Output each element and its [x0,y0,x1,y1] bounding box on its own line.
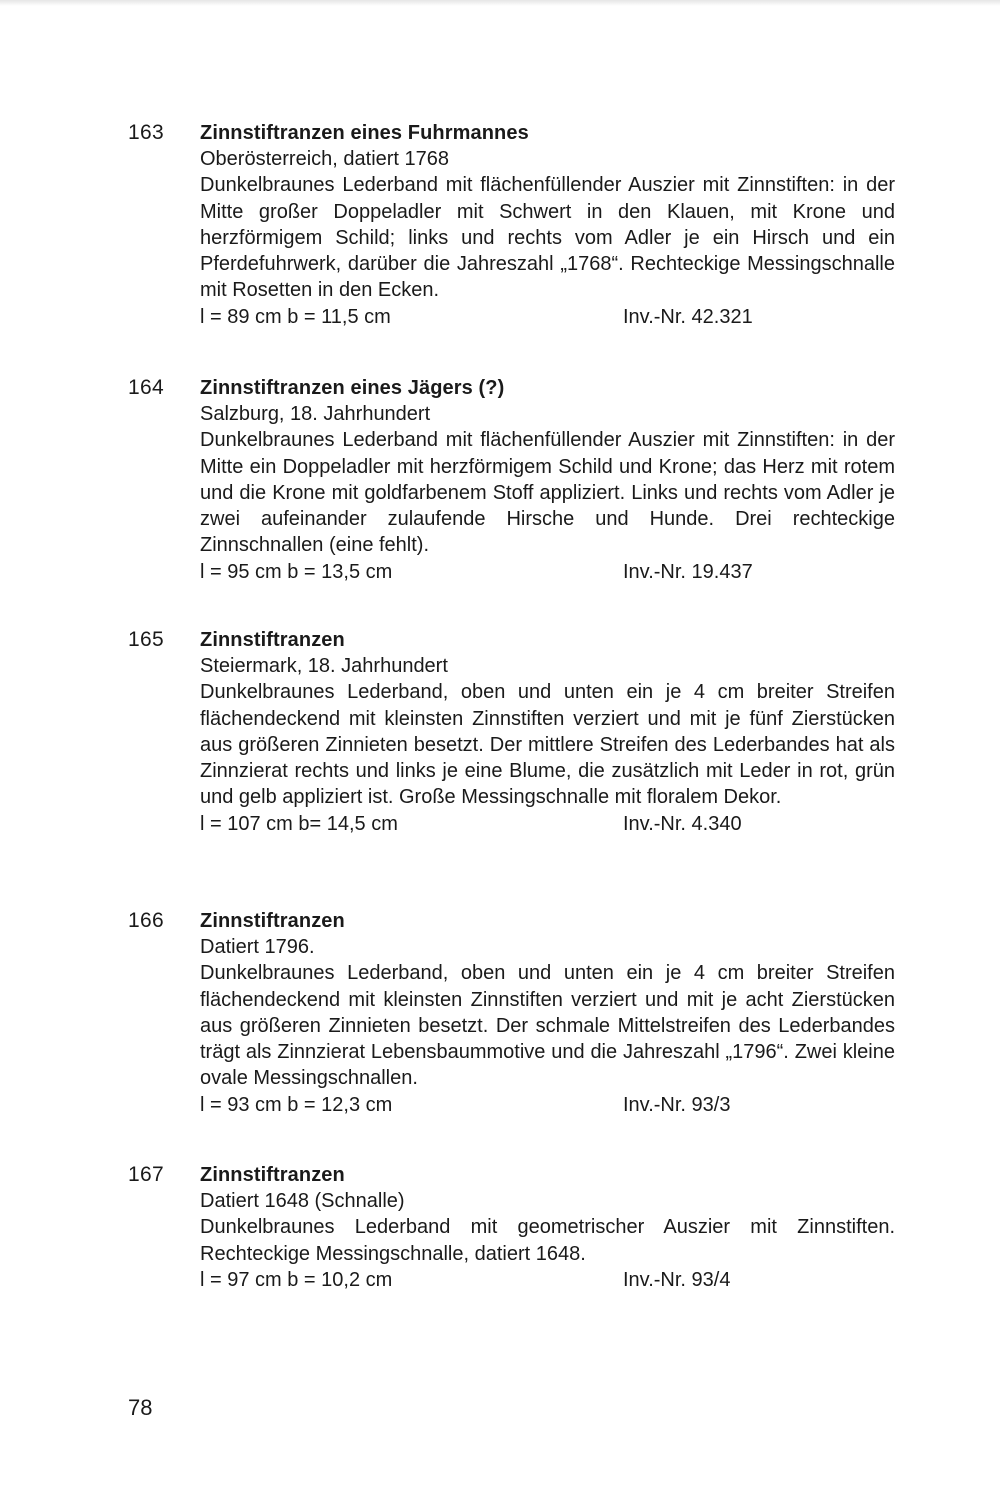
entry-body [200,1162,895,1293]
entry-number: 163 [128,121,164,144]
page-number: 78 [128,1395,153,1420]
entry-inventory-number: Inv.-Nr. 93/3 [623,1093,731,1116]
entry-dimensions: l = 93 cm b = 12,3 cm [200,1093,393,1116]
entry-measurements [200,1267,895,1293]
entry-description: Dunkelbraunes Lederband mit flächenfüllender Auszier mit Zinnstiften: in der Mitte ein Doppeladler mit herzförmigem Schild und Krone; das Herz mit rotem und die Krone mit goldfarbenem Stoff appliziert. Links und rechts vom Adler je zwei aufeinander zulaufende Hirsche und Hunde. Drei rechteckige Zinnschnallen (eine fehlt). [200,429,895,557]
entry-description: Dunkelbraunes Lederband mit flächenfüllender Auszier mit Zinnstiften: in der Mitte großer Doppeladler mit Schwert in den Klauen, mit Krone und herzförmigem Schild; links und rechts vom Adler je ein Hirsch und ein Pferdefuhrwerk, darüber die Jahreszahl „1768“. Rechteckige Messingschnalle mit Rosetten in den Ecken. [200,174,895,302]
entry-origin: Steiermark, 18. Jahrhundert [200,655,448,677]
entry-dimensions: l = 89 cm b = 11,5 cm [200,305,391,328]
entry-origin: Datiert 1648 (Schnalle) [200,1190,405,1212]
entry-number: 165 [128,628,164,651]
entry-body [200,375,895,585]
entry-dimensions: l = 107 cm b= 14,5 cm [200,812,398,835]
page-top-edge [0,0,1000,6]
entry-measurements [200,559,895,585]
entry-title: Zinnstiftranzen [200,910,345,932]
entry-origin: Oberösterreich, datiert 1768 [200,148,450,170]
entry-inventory-number: Inv.-Nr. 4.340 [623,812,742,835]
entry-dimensions: l = 95 cm b = 13,5 cm [200,560,393,583]
entry-inventory-number: Inv.-Nr. 93/4 [623,1268,731,1291]
entry-title: Zinnstiftranzen [200,629,345,651]
entry-body [200,627,895,837]
entry-measurements [200,811,895,837]
entry-number: 166 [128,909,164,932]
entry-title: Zinnstiftranzen eines Fuhrmannes [200,122,529,144]
entry-body [200,908,895,1118]
entry-description: Dunkelbraunes Lederband, oben und unten ein je 4 cm breiter Streifen flächendeckend mit kleinsten Zinnstiften verziert und mit je acht Zierstücken aus größeren Zinnieten besetzt. Der schmale Mittelstreifen des Lederbandes trägt als Zinnzierat Lebensbaummotive und die Jahreszahl „1796“. Zwei kleine ovale Messingschnallen. [200,962,895,1090]
entry-origin: Salzburg, 18. Jahrhundert [200,403,431,425]
entry-dimensions: l = 97 cm b = 10,2 cm [200,1268,393,1291]
entry-number: 167 [128,1163,164,1186]
entry-inventory-number: Inv.-Nr. 19.437 [623,560,753,583]
entry-title: Zinnstiftranzen eines Jägers (?) [200,377,505,399]
entry-number: 164 [128,376,164,399]
entry-measurements [200,1092,895,1118]
entry-inventory-number: Inv.-Nr. 42.321 [623,305,753,328]
entry-body [200,120,895,330]
entry-description: Dunkelbraunes Lederband, oben und unten ein je 4 cm breiter Streifen flächendeckend mit kleinsten Zinnstiften verziert und mit je fünf Zierstücken aus größeren Zinnieten besetzt. Der mittlere Streifen des Lederbandes hat als Zinnzierat rechts und links je eine Blume, die zusätzlich mit Leder in rot, grün und gelb appliziert ist. Große Messingschnalle mit floralem Dekor. [200,681,895,809]
entry-description: Dunkelbraunes Lederband mit geometrischer Auszier mit Zinnstiften. Rechteckige Messingschnalle, datiert 1648. [200,1216,895,1265]
entry-title: Zinnstiftranzen [200,1164,345,1186]
entry-measurements [200,304,895,330]
entry-origin: Datiert 1796. [200,936,315,958]
